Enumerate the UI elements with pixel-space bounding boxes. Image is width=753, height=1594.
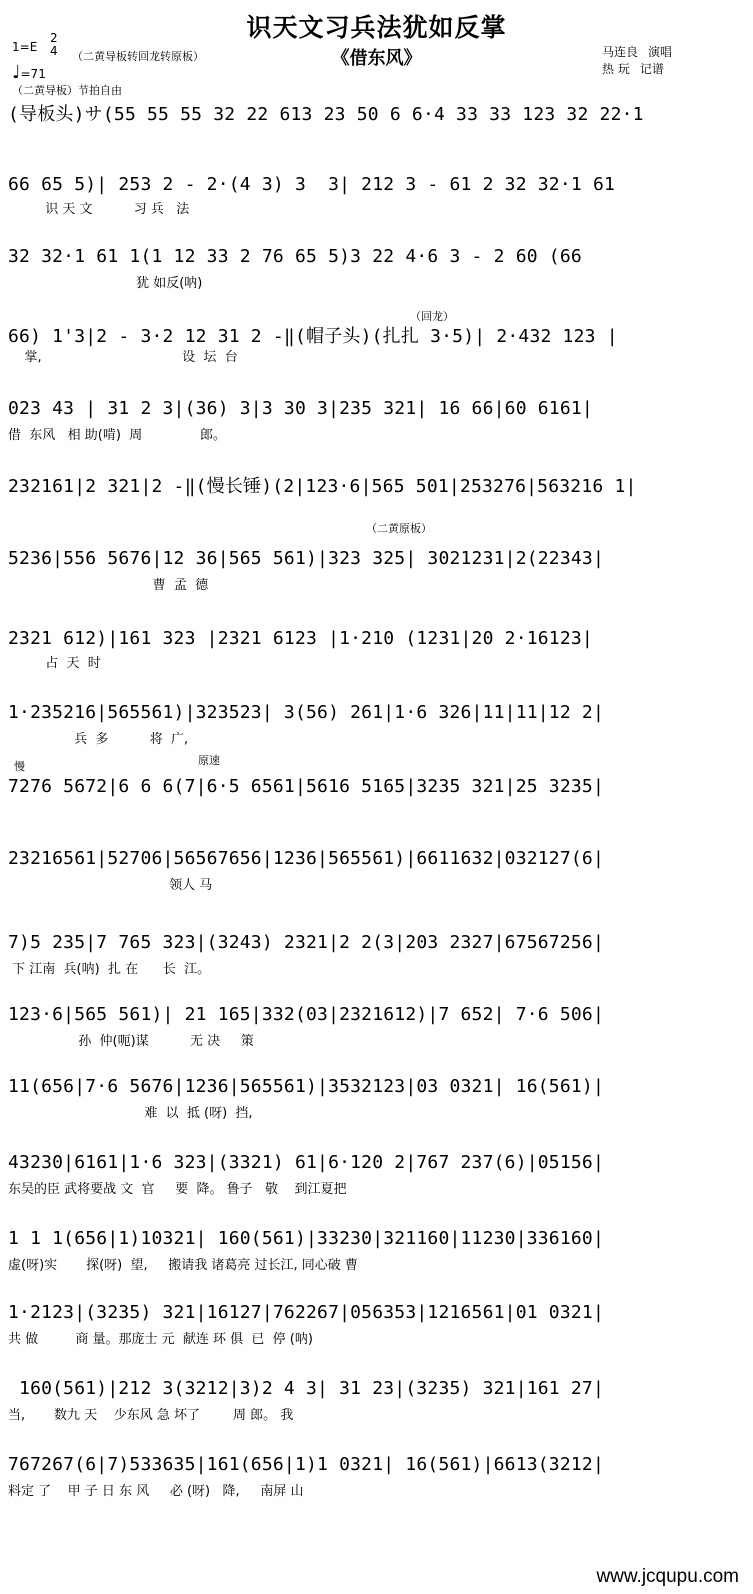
lyric-line: 犹 如反(呐) [8, 276, 203, 290]
lyric-line: 借 东风 相 助(啃) 周 郎。 [8, 428, 227, 442]
notation-line: 123·6|565 561)| 21 165|332(03|2321612)|7 652| 7·6 506| [8, 1004, 604, 1025]
lyric-line: 下 江南 兵(呐) 扎 在 长 江。 [8, 962, 211, 976]
lyric-line: 兵 多 将 广, [8, 732, 189, 746]
notation-line: 23216561|52706|56567656|1236|565561)|6611632|032127(6| [8, 848, 604, 869]
performer-credit [602, 44, 672, 61]
banshi-label: （二黄导板转回龙转原板） [72, 50, 204, 63]
notation-line: 1·2123|(3235) 321|16127|762267|056353|1216561|01 0321| [8, 1302, 604, 1323]
lyric-line: 领人 马 [8, 878, 213, 892]
notation-line: 160(561)|212 3(3212|3)2 4 3| 31 23|(3235) 321|161 27| [8, 1378, 604, 1399]
performer-name: 马连良 [602, 45, 639, 59]
lyric-line: 掌, 设 坛 台 [8, 350, 238, 364]
notation-line: 023 43 | 31 2 3|(36) 3|3 30 3|235 321| 16 66|60 6161| [8, 398, 593, 419]
lyric-line: 曹 孟 德 [8, 578, 209, 592]
performer-role: 演唱 [648, 45, 673, 59]
notation-line: 43230|6161|1·6 323|(3321) 61|6·120 2|767 237(6)|05156| [8, 1152, 604, 1173]
lyric-line: 难 以 抵 (呀) 挡, [8, 1106, 253, 1120]
notation-line: 5236|556 5676|12 36|565 561)|323 325| 3021231|2(22343| [8, 548, 604, 569]
time-signature [50, 32, 58, 58]
lyric-line: 当, 数九 天 少东风 急 坏了 周 郎。 我 [8, 1408, 294, 1422]
annotation-daoban: （二黄导板）节拍自由 [12, 84, 122, 97]
site-watermark: www.jcqupu.com [596, 1566, 739, 1587]
lyric-line: 料定 了 甲 子 日 东 风 必 (呀) 降, 南屏 山 [8, 1484, 304, 1498]
lyric-line: 孙 仲(呃)谋 无 决 策 [8, 1034, 254, 1048]
notator-name: 热 玩 [602, 62, 630, 76]
tempo-marking [12, 62, 46, 83]
notator-role: 记谱 [639, 62, 664, 76]
annotation-yuanban: （二黄原板） [366, 522, 432, 535]
notation-line: 1·235216|565561)|323523| 3(56) 261|1·6 326|11|11|12 2| [8, 702, 604, 723]
notation-line: 66 65 5)| 253 2 - 2·(4 3) 3 3| 212 3 - 61 2 32 32·1 61 [8, 174, 616, 195]
notation-line: 7276 5672|6 6 6(7|6·5 6561|5616 5165|3235 321|25 3235| [8, 776, 604, 797]
lyric-line [8, 800, 745, 818]
lyric-line: 识 天 文 习 兵 法 [8, 202, 190, 216]
lyric-line [8, 498, 745, 516]
notation-line: (导板头)サ(55 55 55 32 22 613 23 50 6 6·4 33 33 123 32 22·1 [8, 104, 644, 125]
annotation-huilong: （回龙） [410, 310, 454, 323]
credits [602, 44, 672, 78]
lyric-line: 共 做 商 量。那庞士 元 献连 环 俱 已 停 (呐) [8, 1332, 313, 1346]
tempo-value: =71 [20, 67, 46, 81]
notation-line: 767267(6|7)533635|161(656|1)1 0321| 16(561)|6613(3212| [8, 1454, 604, 1475]
time-sig-bottom: 4 [50, 44, 58, 58]
opera-subtitle: 《借东风》 [331, 48, 422, 69]
time-sig-top: 2 [50, 31, 58, 45]
notator-credit [602, 61, 672, 78]
annotation-slow: 慢 [14, 760, 25, 773]
key-signature: 1=E [12, 40, 38, 54]
song-title: 识天文习兵法犹如反掌 [246, 13, 507, 42]
notation-line: 1 1 1(656|1)10321| 160(561)|33230|321160|11230|336160| [8, 1228, 604, 1249]
notation-line: 232161|2 321|2 -‖(慢长锤)(2|123·6|565 501|253276|563216 1| [8, 476, 637, 497]
quarter-note-icon: ♩ [12, 62, 21, 83]
notation-line: 66) 1'3|2 - 3·2 12 31 2 -‖(帽子头)(扎扎 3·5)| 2·432 123 | [8, 326, 618, 347]
lyric-line: 虚(呀)实 探(呀) 望, 搬请我 诸葛亮 过长江, 同心破 曹 [8, 1258, 358, 1272]
annotation-original-tempo: 原速 [198, 754, 220, 767]
lyric-line: 东吴的臣 武将要战 文 官 要 降。 鲁子 敬 到江夏把 [8, 1182, 347, 1196]
notation-line: 2321 612)|161 323 |2321 6123 |1·210 (1231|20 2·16123| [8, 628, 593, 649]
lyric-line: 占 天 时 [8, 656, 101, 670]
lyric-line [8, 126, 745, 144]
notation-line: 32 32·1 61 1(1 12 33 2 76 65 5)3 22 4·6 3 - 2 60 (66 [8, 246, 582, 267]
notation-line: 11(656|7·6 5676|1236|565561)|3532123|03 0321| 16(561)| [8, 1076, 604, 1097]
notation-line: 7)5 235|7 765 323|(3243) 2321|2 2(3|203 2327|67567256| [8, 932, 604, 953]
